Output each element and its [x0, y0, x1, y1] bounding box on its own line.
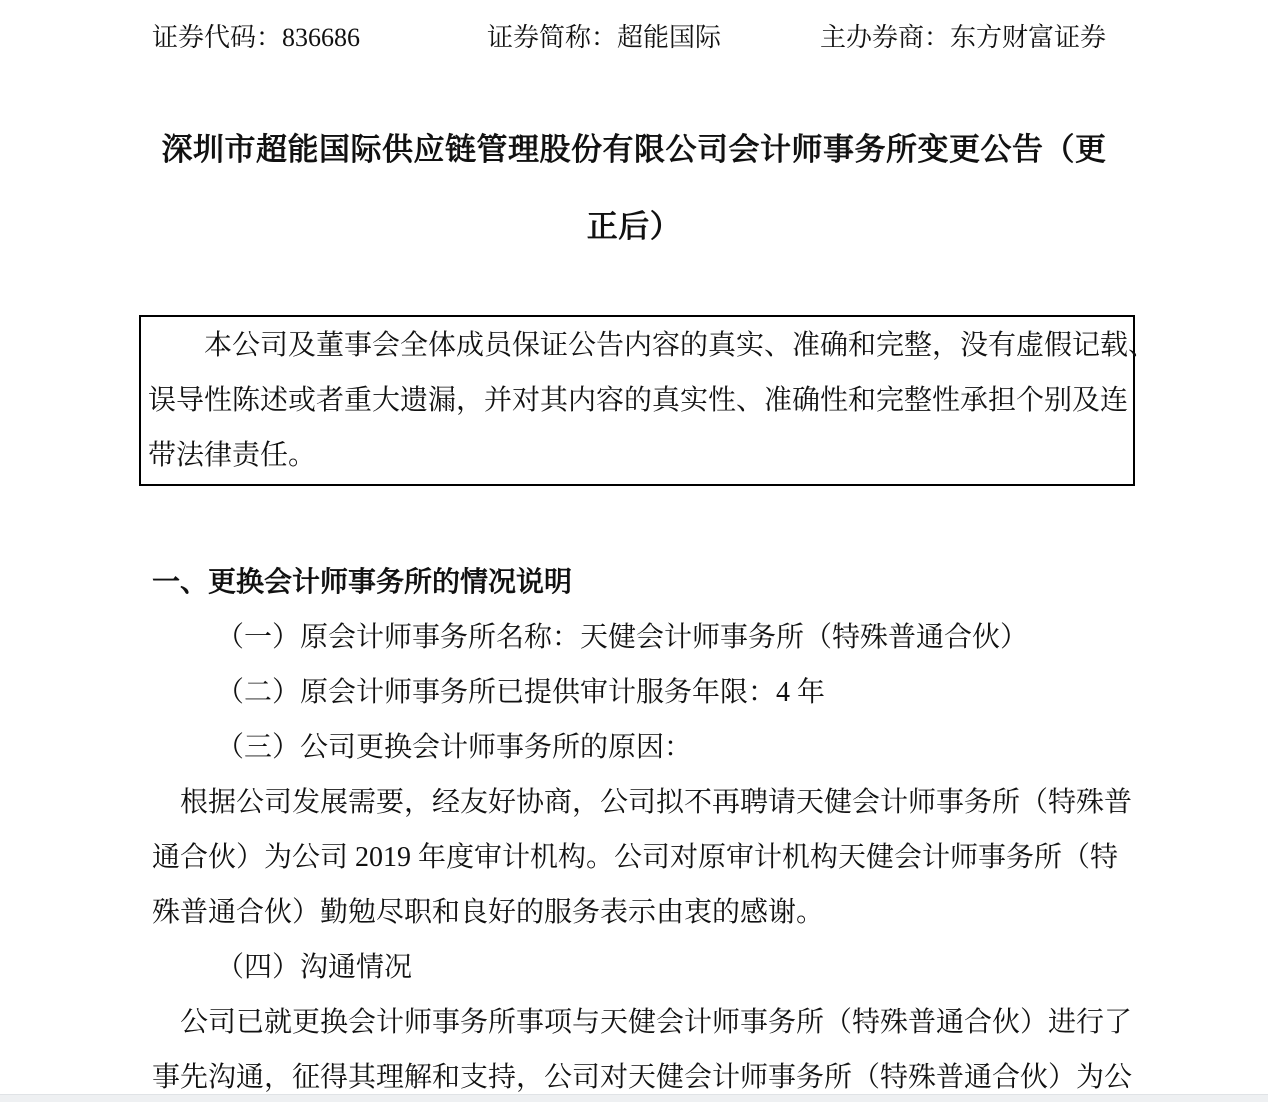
stock-code-value: 836686 — [282, 23, 361, 52]
stock-name-value: 超能国际 — [617, 23, 722, 52]
disclaimer-box — [139, 315, 1157, 486]
sponsor-broker — [820, 18, 1106, 58]
section-item-4: （四）沟通情况 — [216, 952, 413, 983]
sponsor-label: 主办券商： — [820, 23, 951, 52]
paragraph-1-line-2: 通合伙）为公司 2019 年度审计机构。公司对原审计机构天健会计师事务所（特 — [152, 842, 1119, 873]
stock-name-label: 证券简称： — [487, 23, 618, 52]
disclaimer-line-1: 本公司及董事会全体成员保证公告内容的真实、准确和完整，没有虚假记载、 — [204, 330, 1157, 361]
page-title-line-2: 正后） — [586, 209, 682, 244]
disclaimer-line-2: 误导性陈述或者重大遗漏，并对其内容的真实性、准确性和完整性承担个别及连 — [148, 385, 1129, 416]
paragraph-2-line-2: 事先沟通，征得其理解和支持，公司对天健会计师事务所（特殊普通合伙）为公 — [152, 1062, 1133, 1093]
page-title-line-1: 深圳市超能国际供应链管理股份有限公司会计师事务所变更公告（更 — [161, 132, 1107, 167]
main-content — [152, 555, 1132, 1102]
paragraph-1-line-1: 根据公司发展需要，经友好协商，公司拟不再聘请天健会计师事务所（特殊普 — [180, 787, 1133, 818]
stock-code — [152, 18, 360, 58]
paragraph-1-line-3: 殊普通合伙）勤勉尽职和良好的服务表示由衷的感谢。 — [152, 897, 825, 928]
page-title — [0, 111, 1268, 265]
paragraph-2-line-1: 公司已就更换会计师事务所事项与天健会计师事务所（特殊普通合伙）进行了 — [180, 1007, 1133, 1038]
section-heading: 一、更换会计师事务所的情况说明 — [152, 567, 573, 598]
section-item-2: （二）原会计师事务所已提供审计服务年限：4 年 — [216, 677, 826, 708]
stock-name — [487, 18, 721, 58]
stock-code-label: 证券代码： — [152, 23, 283, 52]
page-bottom-edge — [0, 1094, 1268, 1102]
securities-info-row — [0, 18, 1268, 58]
sponsor-value: 东方财富证券 — [950, 23, 1107, 52]
section-item-1: （一）原会计师事务所名称：天健会计师事务所（特殊普通合伙） — [216, 622, 1029, 653]
section-item-3: （三）公司更换会计师事务所的原因： — [216, 732, 693, 763]
disclaimer-line-3: 带法律责任。 — [148, 440, 317, 471]
